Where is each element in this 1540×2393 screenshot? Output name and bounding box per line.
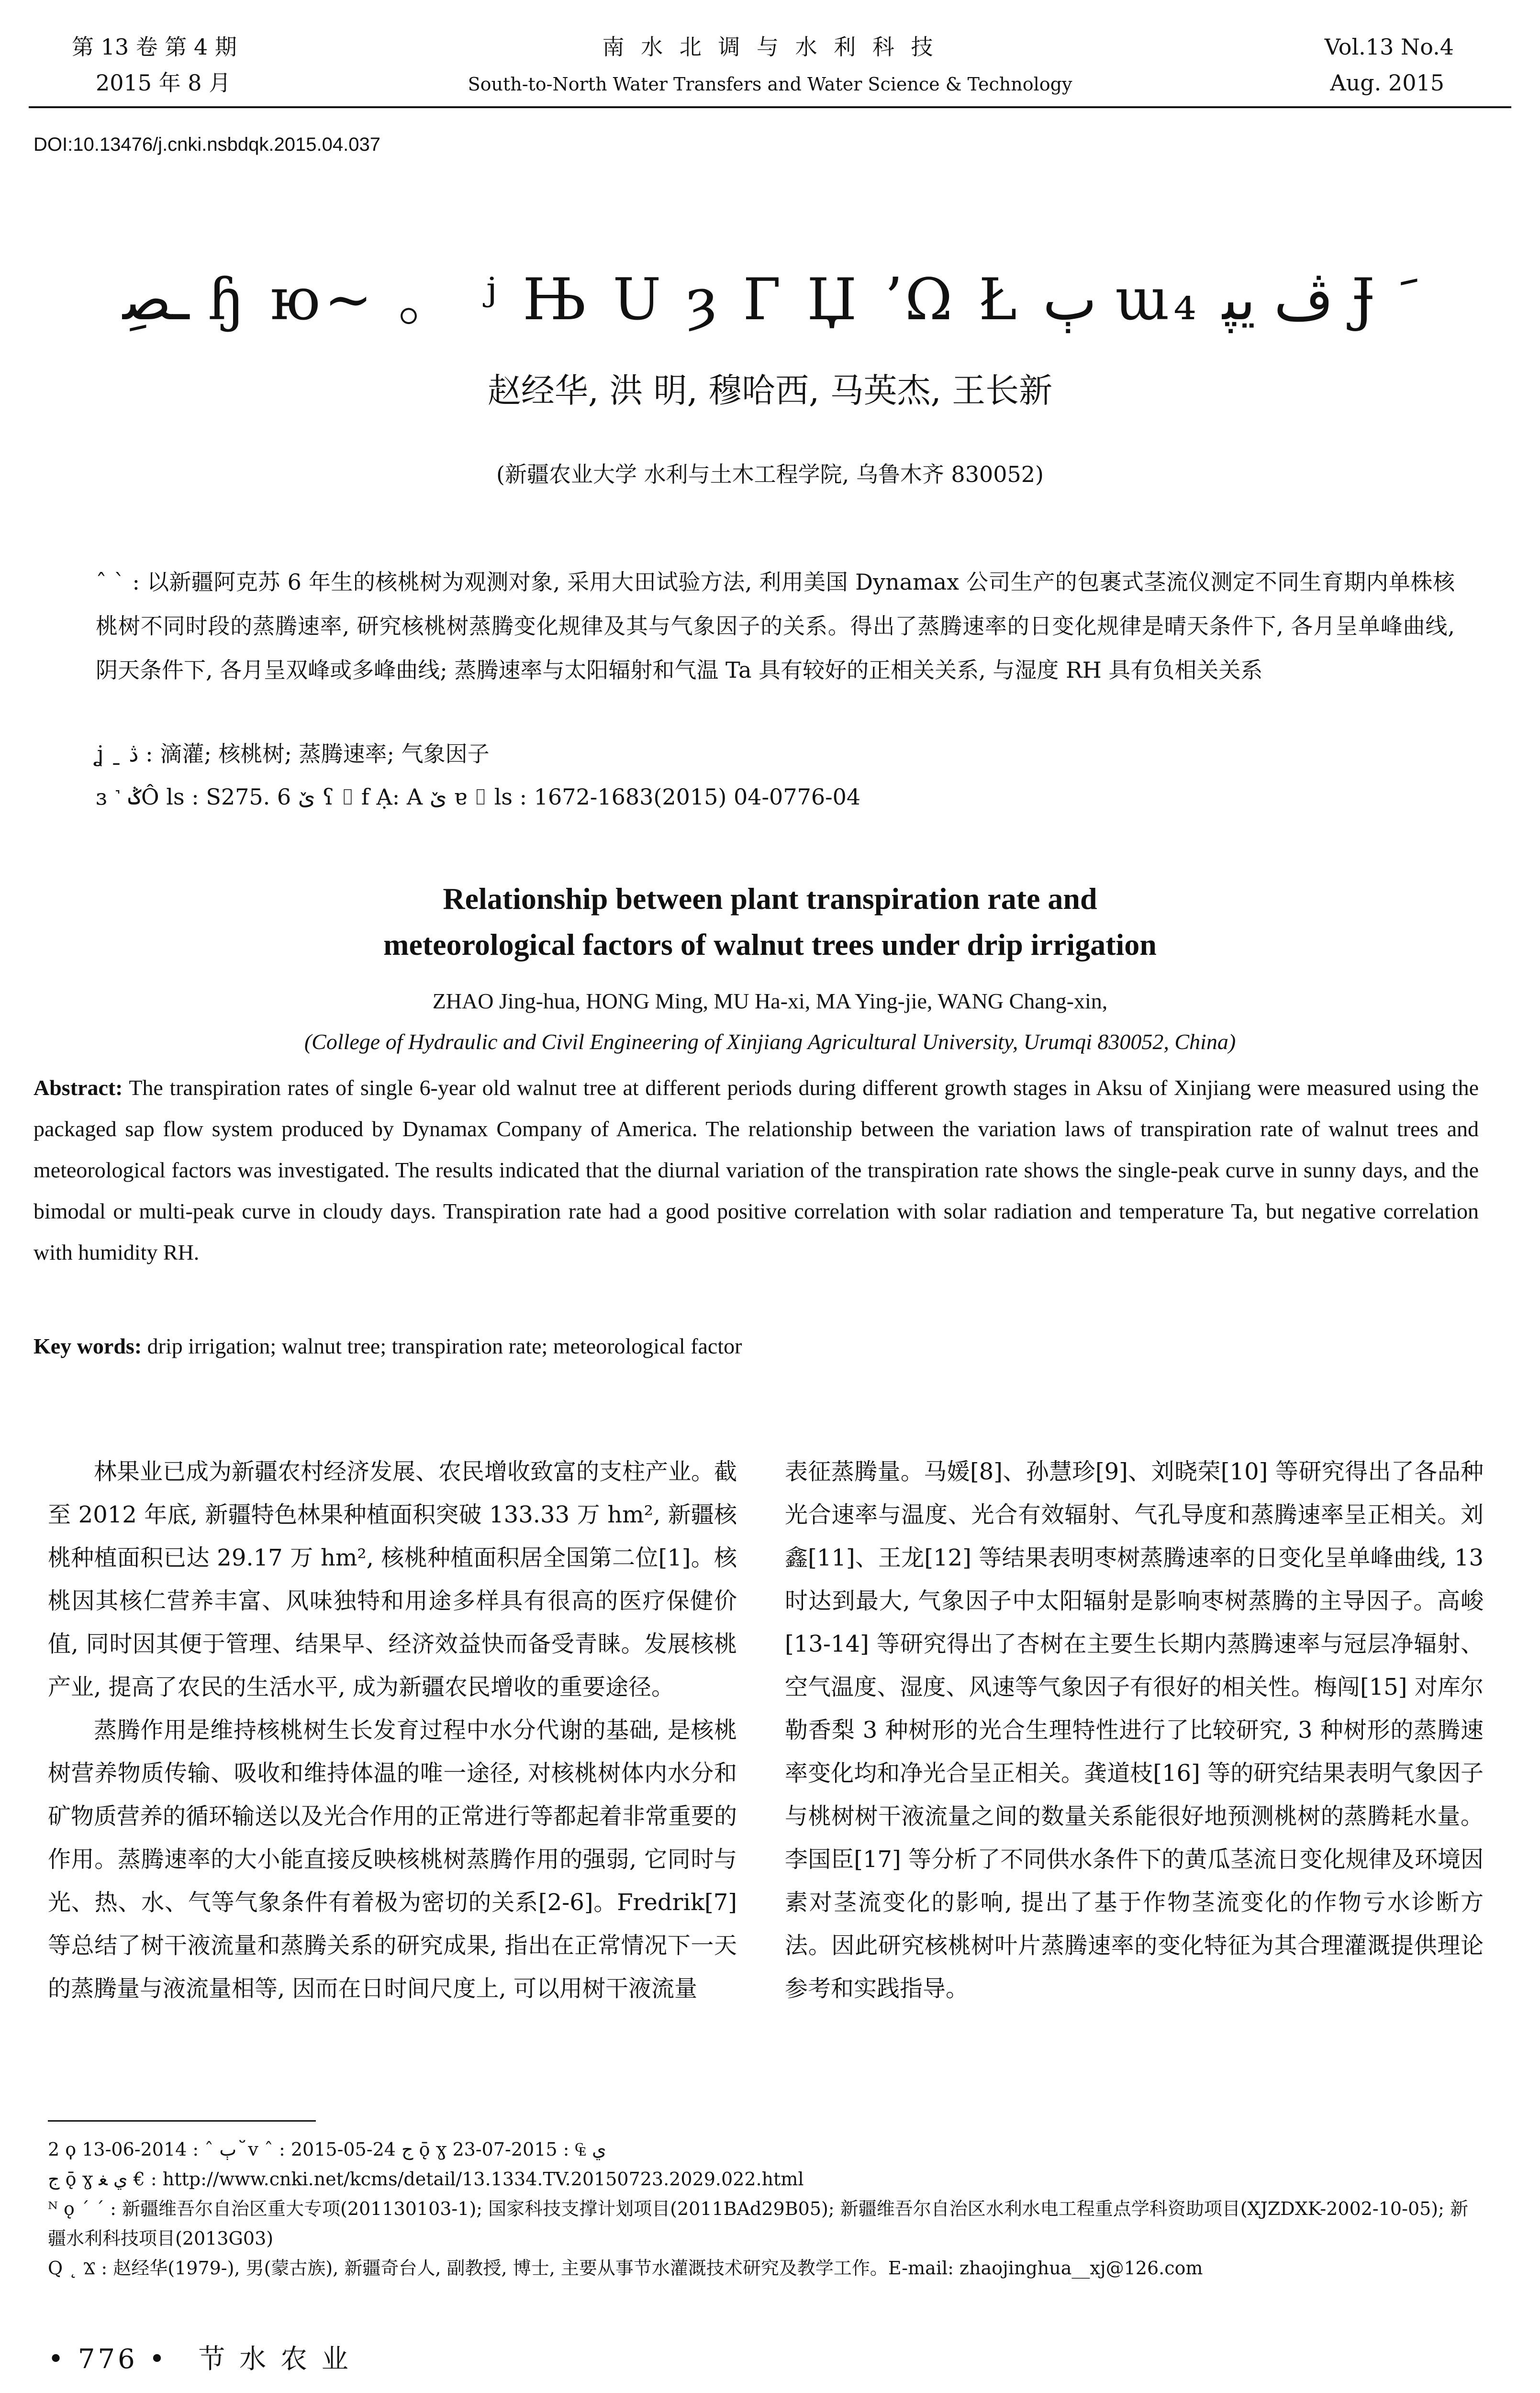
- body-paragraph: 林果业已成为新疆农村经济发展、农民增收致富的支柱产业。截至 2012 年底, 新疆特色林果种植面积突破 133.33 万 hm², 新疆核桃种植面积已达 29.17 万 hm², 核桃种植面积居全国第二位[1]。核桃因其核仁营养丰富、风味独特和用途多样具有很高的医疗保健价值, 同时因其便于管理、结果早、经济效益快而备受青睐。发展核桃产业, 提高了农民的生活水平, 成为新疆农民增收的重要途径。: [48, 1458, 737, 1700]
- keywords-en: [33, 1326, 1479, 1367]
- footnote-author: Q ˛ Ϫ : 赵经华(1979-), 男(蒙古族), 新疆奇台人, 副教授, 博士, 主要从事节水灌溉技术研究及教学工作。E-mail: zhaojinghua__xj@126.com: [48, 2258, 1203, 2279]
- affiliation-cn: (新疆农业大学 水利与土木工程学院, 乌鲁木齐 830052): [496, 461, 1044, 487]
- footnote-funding: ᴺ ǫ ˊ ˊ : 新疆维吾尔自治区重大专项(201130103-1); 国家科技支撑计划项目(2011BAd29B05); 新疆维吾尔自治区水利水电工程重点学科资助项目(XJZDXK-2002-10-05); 新疆水利科技项目(2013G03): [48, 2198, 1469, 2249]
- affiliation-en: (College of Hydraulic and Civil Engineering of Xinjiang Agricultural University, Urumqi 830052, China): [304, 1029, 1236, 1054]
- abstract-en-label: Abstract:: [33, 1075, 123, 1100]
- page-footer: [48, 2338, 351, 2376]
- authors-cn: 赵经华, 洪 明, 穆哈西, 马英杰, 王长新: [487, 371, 1053, 410]
- keywords-cn-label: ʝ ˍ ڎ :: [96, 741, 153, 767]
- header-volume-en: Vol.13 No.4: [1324, 34, 1454, 60]
- title-en-line1: Relationship between plant transpiration rate and: [443, 882, 1097, 916]
- keywords-cn: [96, 735, 490, 773]
- keywords-cn-text: 滴灌; 核桃树; 蒸腾速率; 气象因子: [160, 741, 490, 767]
- page-number: • 776 •: [48, 2344, 168, 2375]
- title-en: [0, 876, 1540, 968]
- footnotes: [48, 2135, 1484, 2283]
- abstract-cn-label: ˆ ˋ :: [96, 569, 140, 595]
- body-paragraph: 蒸腾作用是维持核桃树生长发育过程中水分代谢的基础, 是核桃树营养物质传输、吸收和维持体温的唯一途径, 对核桃树体内水分和矿物质营养的循环输送以及光合作用的正常进行等都起着非常重要的作用。蒸腾速率的大小能直接反映核桃树蒸腾作用的强弱, 它同时与光、热、水、气等气象条件有着极为密切的关系[2-6]。Fredrik[7] 等总结了树干液流量和蒸腾关系的研究成果, 指出在正常情况下一天的蒸腾量与液流量相等, 因而在日时间尺度上, 可以用树干液流量: [48, 1717, 737, 2002]
- authors-en: ZHAO Jing-hua, HONG Ming, MU Ha-xi, MA Ying-jie, WANG Chang-xin,: [432, 989, 1108, 1013]
- body-left-column: [48, 1450, 737, 2010]
- section-name: 节 水 农 业: [198, 2344, 351, 2375]
- journal-title-en: South-to-North Water Transfers and Water Science & Technology: [468, 74, 1072, 95]
- abstract-en: [33, 1067, 1479, 1273]
- keywords-en-text: drip irrigation; walnut tree; transpiration rate; meteorological factor: [147, 1334, 742, 1358]
- body-right-column: [785, 1450, 1484, 2010]
- doi: DOI:10.13476/j.cnki.nsbdqk.2015.04.037: [33, 134, 380, 155]
- header-volume-cn: 第 13 卷 第 4 期: [72, 34, 237, 60]
- header-rule: [29, 106, 1511, 108]
- footnote-url: ج ǭ ɣ ي ﻐ € : http://www.cnki.net/kcms/detail/13.1334.TV.20150723.2029.022.html: [48, 2169, 804, 2190]
- title-en-line2: meteorological factors of walnut trees under drip irrigation: [383, 928, 1157, 962]
- header-date-en: Aug. 2015: [1330, 70, 1444, 96]
- abstract-cn-text: 以新疆阿克苏 6 年生的核桃树为观测对象, 采用大田试验方法, 利用美国 Dynamax 公司生产的包裹式茎流仪测定不同生育期内单株核桃树不同时段的蒸腾速率, 研究核桃树蒸腾变化规律及其与气象因子的关系。得出了蒸腾速率的日变化规律是晴天条件下, 各月呈单峰曲线, 阴天条件下, 各月呈双峰或多峰曲线; 蒸腾速率与太阳辐射和气温 Ta 具有较好的正相关关系, 与湿度 RH 具有负相关关系: [96, 569, 1455, 683]
- journal-title-cn: 南 水 北 调 与 水 利 科 技: [602, 34, 938, 60]
- body-paragraph: 表征蒸腾量。马媛[8]、孙慧珍[9]、刘晓荣[10] 等研究得出了各品种光合速率与温度、光合有效辐射、气孔导度和蒸腾速率呈正相关。刘鑫[11]、王龙[12] 等结果表明枣树蒸腾速率的日变化呈单峰曲线, 13 时达到最大, 气象因子中太阳辐射是影响枣树蒸腾的主导因子。高峻[13-14] 等研究得出了杏树在主要生长期内蒸腾速率与冠层净辐射、空气温度、湿度、风速等气象因子有很好的相关性。梅闯[15] 对库尔勒香梨 3 种树形的光合生理特性进行了比较研究, 3 种树形的蒸腾速率变化均和净光合呈正相关。龚道枝[16] 等的研究结果表明气象因子与桃树树干液流量之间的数量关系能很好地预测桃树的蒸腾耗水量。李国臣[17] 等分析了不同供水条件下的黄瓜茎流日变化规律及环境因素对茎流变化的影响, 提出了基于作物茎流变化的作物亏水诊断方法。因此研究核桃树叶片蒸腾速率的变化特征为其合理灌溉提供理论参考和实践指导。: [785, 1458, 1484, 2002]
- title-cn: ـﺼِ ɧ ю~ 。 ʲ Њ U ȝ Г Џ ʼΩ Ł ٻ ɯ₄ ڤ ﯾﭙ Ɉ ﹶ: [123, 267, 1417, 333]
- footnote-rule: [48, 2120, 316, 2122]
- abstract-en-text: The transpiration rates of single 6-year old walnut tree at different periods during different growth stages in Aksu of Xinjiang were measured using the packaged sap flow system produced by Dynamax Company of America. The relationship between the variation laws of transpiration rate of walnut trees and meteorological factors was investigated. The results indicated that the diurnal variation of the transpiration rate shows the single-peak curve in sunny days, and the bimodal or multi-peak curve in cloudy days. Transpiration rate had a good positive correlation with solar radiation and temperature Ta, but negative correlation with humidity RH.: [33, 1075, 1479, 1264]
- keywords-en-label: Key words:: [33, 1334, 142, 1358]
- footnote-dates: 2 ϙ ٻ ˆ : 2014-06-13 ﬞ ⅴ ˆ : 2015-05-24 ج ǭ ɣ ي ₠ : 2015-07-23: [48, 2139, 606, 2160]
- classification-cn: ɜ ˺ ݣÔ ls : S275. 6 ێ ʕ ⌷ f Ạ: A ێ ɐ ⌷ ls : 1672-1683(2015) 04-0776-04: [96, 784, 861, 810]
- abstract-cn: [96, 560, 1455, 692]
- header-date-cn: 2015 年 8 月: [96, 70, 231, 96]
